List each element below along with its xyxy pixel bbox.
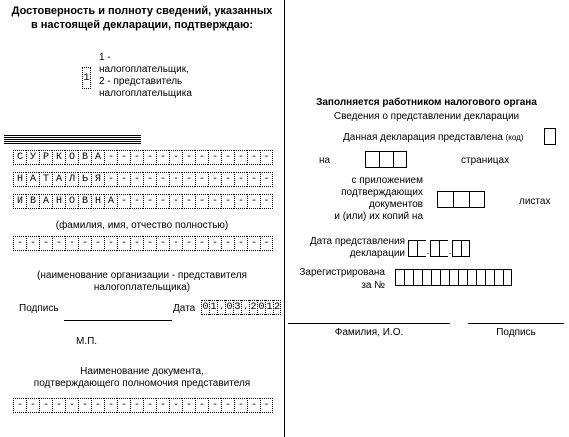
- char-cell: А: [104, 194, 117, 209]
- char-cell: -: [156, 398, 169, 413]
- char-cell: -: [156, 236, 169, 251]
- document-caption-line2: подтверждающего полномочия представителя: [33, 378, 251, 389]
- char-cell: -: [260, 236, 273, 251]
- signer-code: 1: [82, 67, 91, 89]
- sheets-cell[interactable]: [453, 191, 469, 208]
- char-cell: -: [182, 194, 195, 209]
- char-cell: 2: [250, 302, 257, 313]
- char-cell: -: [247, 236, 260, 251]
- char-cell: О: [65, 194, 78, 209]
- code-label: (код): [505, 133, 524, 142]
- char-cell: 0: [258, 302, 265, 313]
- document-caption: [0, 366, 284, 390]
- char-cell: -: [169, 172, 182, 187]
- date-label: Дата: [173, 303, 196, 314]
- char-cell: -: [143, 150, 156, 165]
- signature-line-right[interactable]: [468, 323, 564, 324]
- reg-cell[interactable]: [467, 269, 476, 286]
- reg-cell[interactable]: [503, 269, 512, 286]
- pages-label: страницах: [461, 155, 510, 166]
- char-cell: .: [242, 302, 249, 313]
- registration-line2: за №: [361, 280, 385, 291]
- char-cell: О: [65, 150, 78, 165]
- date-separator: .: [448, 246, 452, 257]
- fio-caption: (фамилия, имя, отчество полностью): [55, 220, 229, 231]
- char-cell: -: [234, 150, 247, 165]
- char-cell: Т: [39, 172, 52, 187]
- sheets-box[interactable]: [437, 191, 485, 208]
- char-cell: 2: [274, 302, 281, 313]
- attachment-line4: и (или) их копий на: [334, 211, 423, 222]
- pages-cell[interactable]: [393, 151, 407, 168]
- char-cell: -: [117, 236, 130, 251]
- char-cell: Я: [91, 172, 104, 187]
- code-box[interactable]: [544, 128, 558, 145]
- date-separator: .: [426, 246, 430, 257]
- char-cell: К: [52, 150, 65, 165]
- char-cell: -: [234, 194, 247, 209]
- char-cell: -: [182, 150, 195, 165]
- registration-label: [285, 266, 385, 292]
- char-cell: -: [130, 398, 143, 413]
- char-cell: -: [195, 150, 208, 165]
- char-cell: А: [26, 172, 39, 187]
- char-cell: Л: [65, 172, 78, 187]
- char-cell: -: [117, 172, 130, 187]
- signer-options: [99, 52, 192, 100]
- attachment-line3: документов: [368, 199, 423, 210]
- char-cell: -: [182, 172, 195, 187]
- char-cell: -: [208, 236, 221, 251]
- char-cell: -: [117, 398, 130, 413]
- document-caption-line1: Наименование документа,: [80, 366, 204, 377]
- submission-date-box[interactable]: [408, 240, 470, 257]
- char-cell: Н: [91, 194, 104, 209]
- reg-cell[interactable]: [485, 269, 494, 286]
- document-cells[interactable]: [13, 398, 273, 413]
- signature-line[interactable]: [64, 320, 172, 321]
- date-cell[interactable]: [439, 240, 448, 257]
- patronymic-cells[interactable]: [13, 194, 273, 209]
- stamp-label: М.П.: [76, 336, 98, 347]
- char-cell: 1: [266, 302, 273, 313]
- char-cell: -: [143, 194, 156, 209]
- char-cell: Ь: [78, 172, 91, 187]
- char-cell: -: [169, 194, 182, 209]
- date-cell[interactable]: [408, 240, 417, 257]
- char-cell: -: [195, 236, 208, 251]
- char-cell: С: [13, 150, 26, 165]
- pages-cell[interactable]: [379, 151, 393, 168]
- registration-line1: Зарегистрирована: [299, 267, 385, 278]
- char-cell: -: [26, 398, 39, 413]
- date-cell[interactable]: [452, 240, 461, 257]
- surname-cells[interactable]: [13, 150, 273, 165]
- char-cell: -: [39, 398, 52, 413]
- char-cell: -: [208, 150, 221, 165]
- char-cell: -: [65, 398, 78, 413]
- organization-caption-line2: налогоплательщика): [93, 282, 191, 293]
- char-cell: -: [52, 236, 65, 251]
- attachment-caption: [300, 175, 423, 223]
- sheets-label: листах: [519, 196, 551, 207]
- fio-label: Фамилия, И.О.: [334, 327, 404, 338]
- registration-number-box[interactable]: [395, 269, 512, 286]
- char-cell: -: [104, 172, 117, 187]
- char-cell: В: [78, 150, 91, 165]
- sheets-cell[interactable]: [437, 191, 453, 208]
- char-cell: -: [208, 172, 221, 187]
- char-cell: -: [234, 398, 247, 413]
- name-cells[interactable]: [13, 172, 273, 187]
- signer-code-cell[interactable]: [82, 67, 91, 89]
- column-divider: [284, 0, 285, 437]
- char-cell: -: [169, 150, 182, 165]
- char-cell: -: [65, 236, 78, 251]
- char-cell: А: [39, 194, 52, 209]
- reg-cell[interactable]: [494, 269, 503, 286]
- char-cell: Н: [52, 194, 65, 209]
- char-cell: -: [247, 194, 260, 209]
- char-cell: -: [260, 194, 273, 209]
- char-cell: -: [221, 398, 234, 413]
- char-cell: У: [26, 150, 39, 165]
- char-cell: -: [195, 194, 208, 209]
- char-cell: 3: [234, 302, 241, 313]
- confirmation-header: [0, 4, 284, 32]
- char-cell: 0: [226, 302, 233, 313]
- char-cell: -: [234, 236, 247, 251]
- char-cell: -: [143, 236, 156, 251]
- char-cell: .: [218, 302, 225, 313]
- date-cells[interactable]: [201, 300, 281, 315]
- tax-office-subtitle: Сведения о представлении декларации: [333, 111, 520, 122]
- tax-office-title: Заполняется работником налогового органа: [316, 97, 537, 108]
- submitted-text: Данная декларация представлена: [343, 132, 503, 143]
- attachment-line2: подтверждающих: [341, 187, 423, 198]
- date-cell[interactable]: [417, 240, 426, 257]
- char-cell: -: [130, 172, 143, 187]
- char-cell: -: [13, 236, 26, 251]
- char-cell: В: [78, 194, 91, 209]
- char-cell: -: [195, 172, 208, 187]
- barcode-stripes: [4, 135, 141, 144]
- reg-cell[interactable]: [422, 269, 431, 286]
- reg-cell[interactable]: [404, 269, 413, 286]
- confirmation-header-line2: в настоящей декларации, подтверждаю:: [30, 19, 254, 31]
- signer-option-1-code: 1 -: [99, 52, 111, 63]
- char-cell: -: [156, 150, 169, 165]
- char-cell: -: [221, 236, 234, 251]
- pages-box[interactable]: [365, 151, 407, 168]
- char-cell: -: [78, 236, 91, 251]
- char-cell: -: [143, 172, 156, 187]
- char-cell: -: [104, 398, 117, 413]
- signer-option-2-code: 2 - представитель: [99, 76, 183, 87]
- reg-cell[interactable]: [440, 269, 449, 286]
- sheets-cell[interactable]: [469, 191, 485, 208]
- sign-label: Подпись: [496, 327, 536, 338]
- char-cell: 1: [210, 302, 217, 313]
- char-cell: -: [91, 398, 104, 413]
- reg-cell[interactable]: [458, 269, 467, 286]
- char-cell: -: [117, 194, 130, 209]
- organization-caption: [0, 270, 284, 294]
- date-cell[interactable]: [430, 240, 439, 257]
- signer-option-1-text: налогоплательщик,: [99, 64, 189, 75]
- reg-cell[interactable]: [395, 269, 404, 286]
- submitted-label: [343, 132, 523, 143]
- organization-cells[interactable]: [13, 236, 273, 251]
- char-cell: -: [156, 172, 169, 187]
- char-cell: -: [26, 236, 39, 251]
- char-cell: Р: [39, 150, 52, 165]
- char-cell: -: [221, 150, 234, 165]
- char-cell: В: [26, 194, 39, 209]
- char-cell: -: [195, 398, 208, 413]
- reg-cell[interactable]: [476, 269, 485, 286]
- char-cell: -: [104, 150, 117, 165]
- char-cell: -: [156, 194, 169, 209]
- char-cell: -: [39, 236, 52, 251]
- submission-date-line2: декларации: [349, 248, 405, 259]
- char-cell: -: [91, 236, 104, 251]
- char-cell: А: [52, 172, 65, 187]
- char-cell: -: [247, 150, 260, 165]
- char-cell: -: [260, 398, 273, 413]
- char-cell: -: [182, 398, 195, 413]
- char-cell: -: [143, 398, 156, 413]
- char-cell: -: [130, 194, 143, 209]
- char-cell: -: [208, 398, 221, 413]
- char-cell: -: [247, 398, 260, 413]
- fio-line[interactable]: [288, 323, 450, 324]
- char-cell: -: [130, 150, 143, 165]
- char-cell: И: [13, 194, 26, 209]
- pages-cell[interactable]: [365, 151, 379, 168]
- attachment-line1: с приложением: [351, 175, 423, 186]
- confirmation-header-line1: Достоверность и полноту сведений, указанных: [11, 5, 273, 17]
- date-cell[interactable]: [461, 240, 470, 257]
- char-cell: -: [104, 236, 117, 251]
- reg-cell[interactable]: [431, 269, 440, 286]
- char-cell: -: [247, 172, 260, 187]
- organization-caption-line1: (наименование организации - представителя: [37, 270, 247, 281]
- char-cell: Н: [13, 172, 26, 187]
- char-cell: -: [117, 150, 130, 165]
- char-cell: -: [169, 236, 182, 251]
- submission-date-line1: Дата представления: [309, 236, 405, 247]
- char-cell: -: [182, 236, 195, 251]
- submission-date-label: [290, 236, 405, 260]
- char-cell: -: [234, 172, 247, 187]
- char-cell: -: [78, 398, 91, 413]
- char-cell: -: [52, 398, 65, 413]
- char-cell: -: [260, 150, 273, 165]
- reg-cell[interactable]: [449, 269, 458, 286]
- signer-option-2-text: налогоплательщика: [99, 88, 192, 99]
- signature-label: Подпись: [19, 303, 59, 314]
- char-cell: -: [208, 194, 221, 209]
- char-cell: 0: [202, 302, 209, 313]
- char-cell: -: [221, 194, 234, 209]
- on-label: на: [319, 155, 331, 166]
- code-box-cell[interactable]: [544, 128, 556, 145]
- char-cell: -: [169, 398, 182, 413]
- char-cell: -: [130, 236, 143, 251]
- char-cell: А: [91, 150, 104, 165]
- char-cell: -: [221, 172, 234, 187]
- char-cell: -: [260, 172, 273, 187]
- char-cell: -: [13, 398, 26, 413]
- reg-cell[interactable]: [413, 269, 422, 286]
